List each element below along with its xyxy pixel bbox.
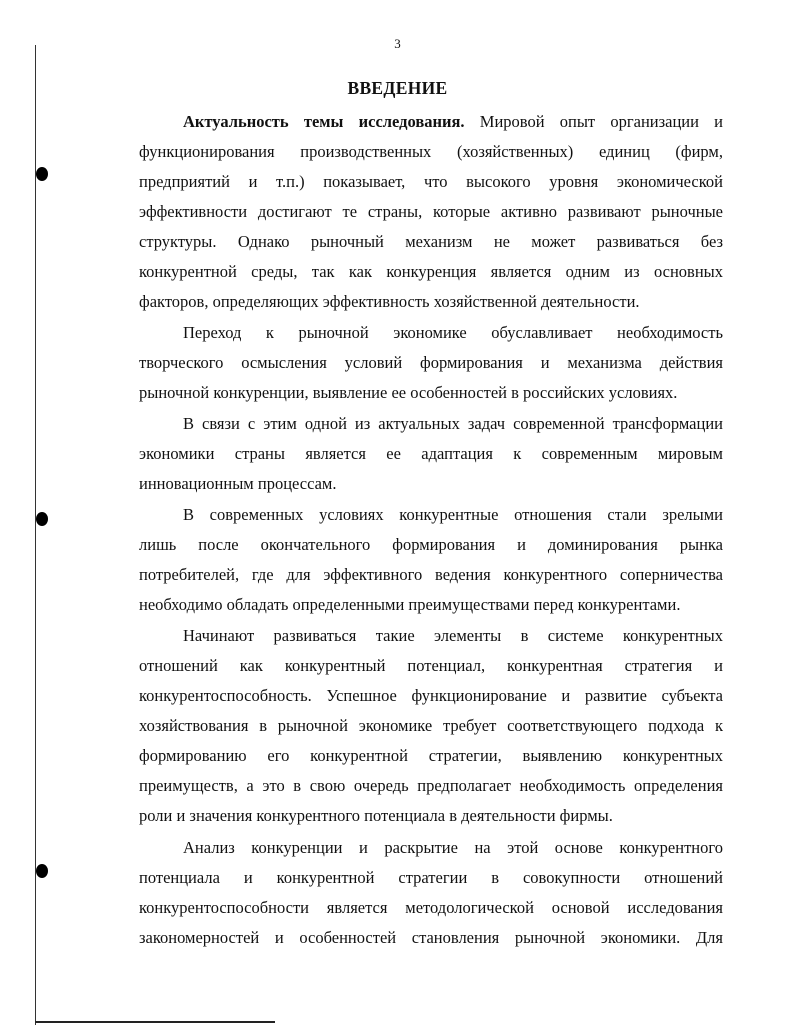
page-number: 3 <box>394 36 401 51</box>
scan-margin-line <box>35 45 36 1025</box>
punch-hole-mark <box>36 864 48 878</box>
text-line: потребителей, где для эффективного ведения конкурентного соперничества <box>139 565 723 584</box>
section-heading: ВВЕДЕНИЕ <box>347 78 448 98</box>
scan-bottom-line <box>35 1021 275 1023</box>
text-line: необходимо обладать определенными преимуществами перед конкурентами. <box>139 595 681 614</box>
text-line <box>183 111 723 133</box>
text-line: Анализ конкуренции и раскрытие на этой основе конкурентного <box>183 838 723 857</box>
text-line: конкурентоспособность. Успешное функционирование и развитие субъекта <box>139 686 723 705</box>
text-line: отношений как конкурентный потенциал, конкурентная стратегия и <box>139 656 723 675</box>
text-line: эффективности достигают те страны, которые активно развивают рыночные <box>139 202 723 221</box>
text-line: закономерностей и особенностей становления рыночной экономики. Для <box>139 928 723 947</box>
text-line: творческого осмысления условий формирования и механизма действия <box>139 353 723 372</box>
text-line: преимуществ, а это в свою очередь предполагает необходимость определения <box>139 776 723 795</box>
punch-hole-mark <box>36 167 48 181</box>
text-line: роли и значения конкурентного потенциала в деятельности фирмы. <box>139 806 613 825</box>
text-line: факторов, определяющих эффективность хозяйственной деятельности. <box>139 292 640 311</box>
intro-bold-phrase: Актуальность темы исследования. <box>183 112 465 131</box>
text-line: хозяйствования в рыночной экономике требует соответствующего подхода к <box>139 716 723 735</box>
text-line: функционирования производственных (хозяйственных) единиц (фирм, <box>139 142 723 161</box>
text-line: рыночной конкуренции, выявление ее особенностей в российских условиях. <box>139 383 678 402</box>
text-line: конкурентной среды, так как конкуренция является одним из основных <box>139 262 723 281</box>
text-line: В связи с этим одной из актуальных задач современной трансформации <box>183 414 723 433</box>
text-line: Переход к рыночной экономике обуславливает необходимость <box>183 323 723 342</box>
text-line: конкурентоспособности является методологической основой исследования <box>139 898 723 917</box>
text-line: структуры. Однако рыночный механизм не может развиваться без <box>139 232 723 251</box>
text-line: формированию его конкурентной стратегии, выявлению конкурентных <box>139 746 723 765</box>
text-line: предприятий и т.п.) показывает, что высокого уровня экономической <box>139 172 723 191</box>
text-line: инновационным процессам. <box>139 474 337 493</box>
text-line: потенциала и конкурентной стратегии в совокупности отношений <box>139 868 723 887</box>
text-line: В современных условиях конкурентные отношения стали зрелыми <box>183 505 723 524</box>
text-span: Мировой опыт организации и <box>464 112 723 131</box>
text-line: лишь после окончательного формирования и доминирования рынка <box>139 535 723 554</box>
text-line: экономики страны является ее адаптация к современным мировым <box>139 444 723 463</box>
text-line: Начинают развиваться такие элементы в системе конкурентных <box>183 626 723 645</box>
punch-hole-mark <box>36 512 48 526</box>
